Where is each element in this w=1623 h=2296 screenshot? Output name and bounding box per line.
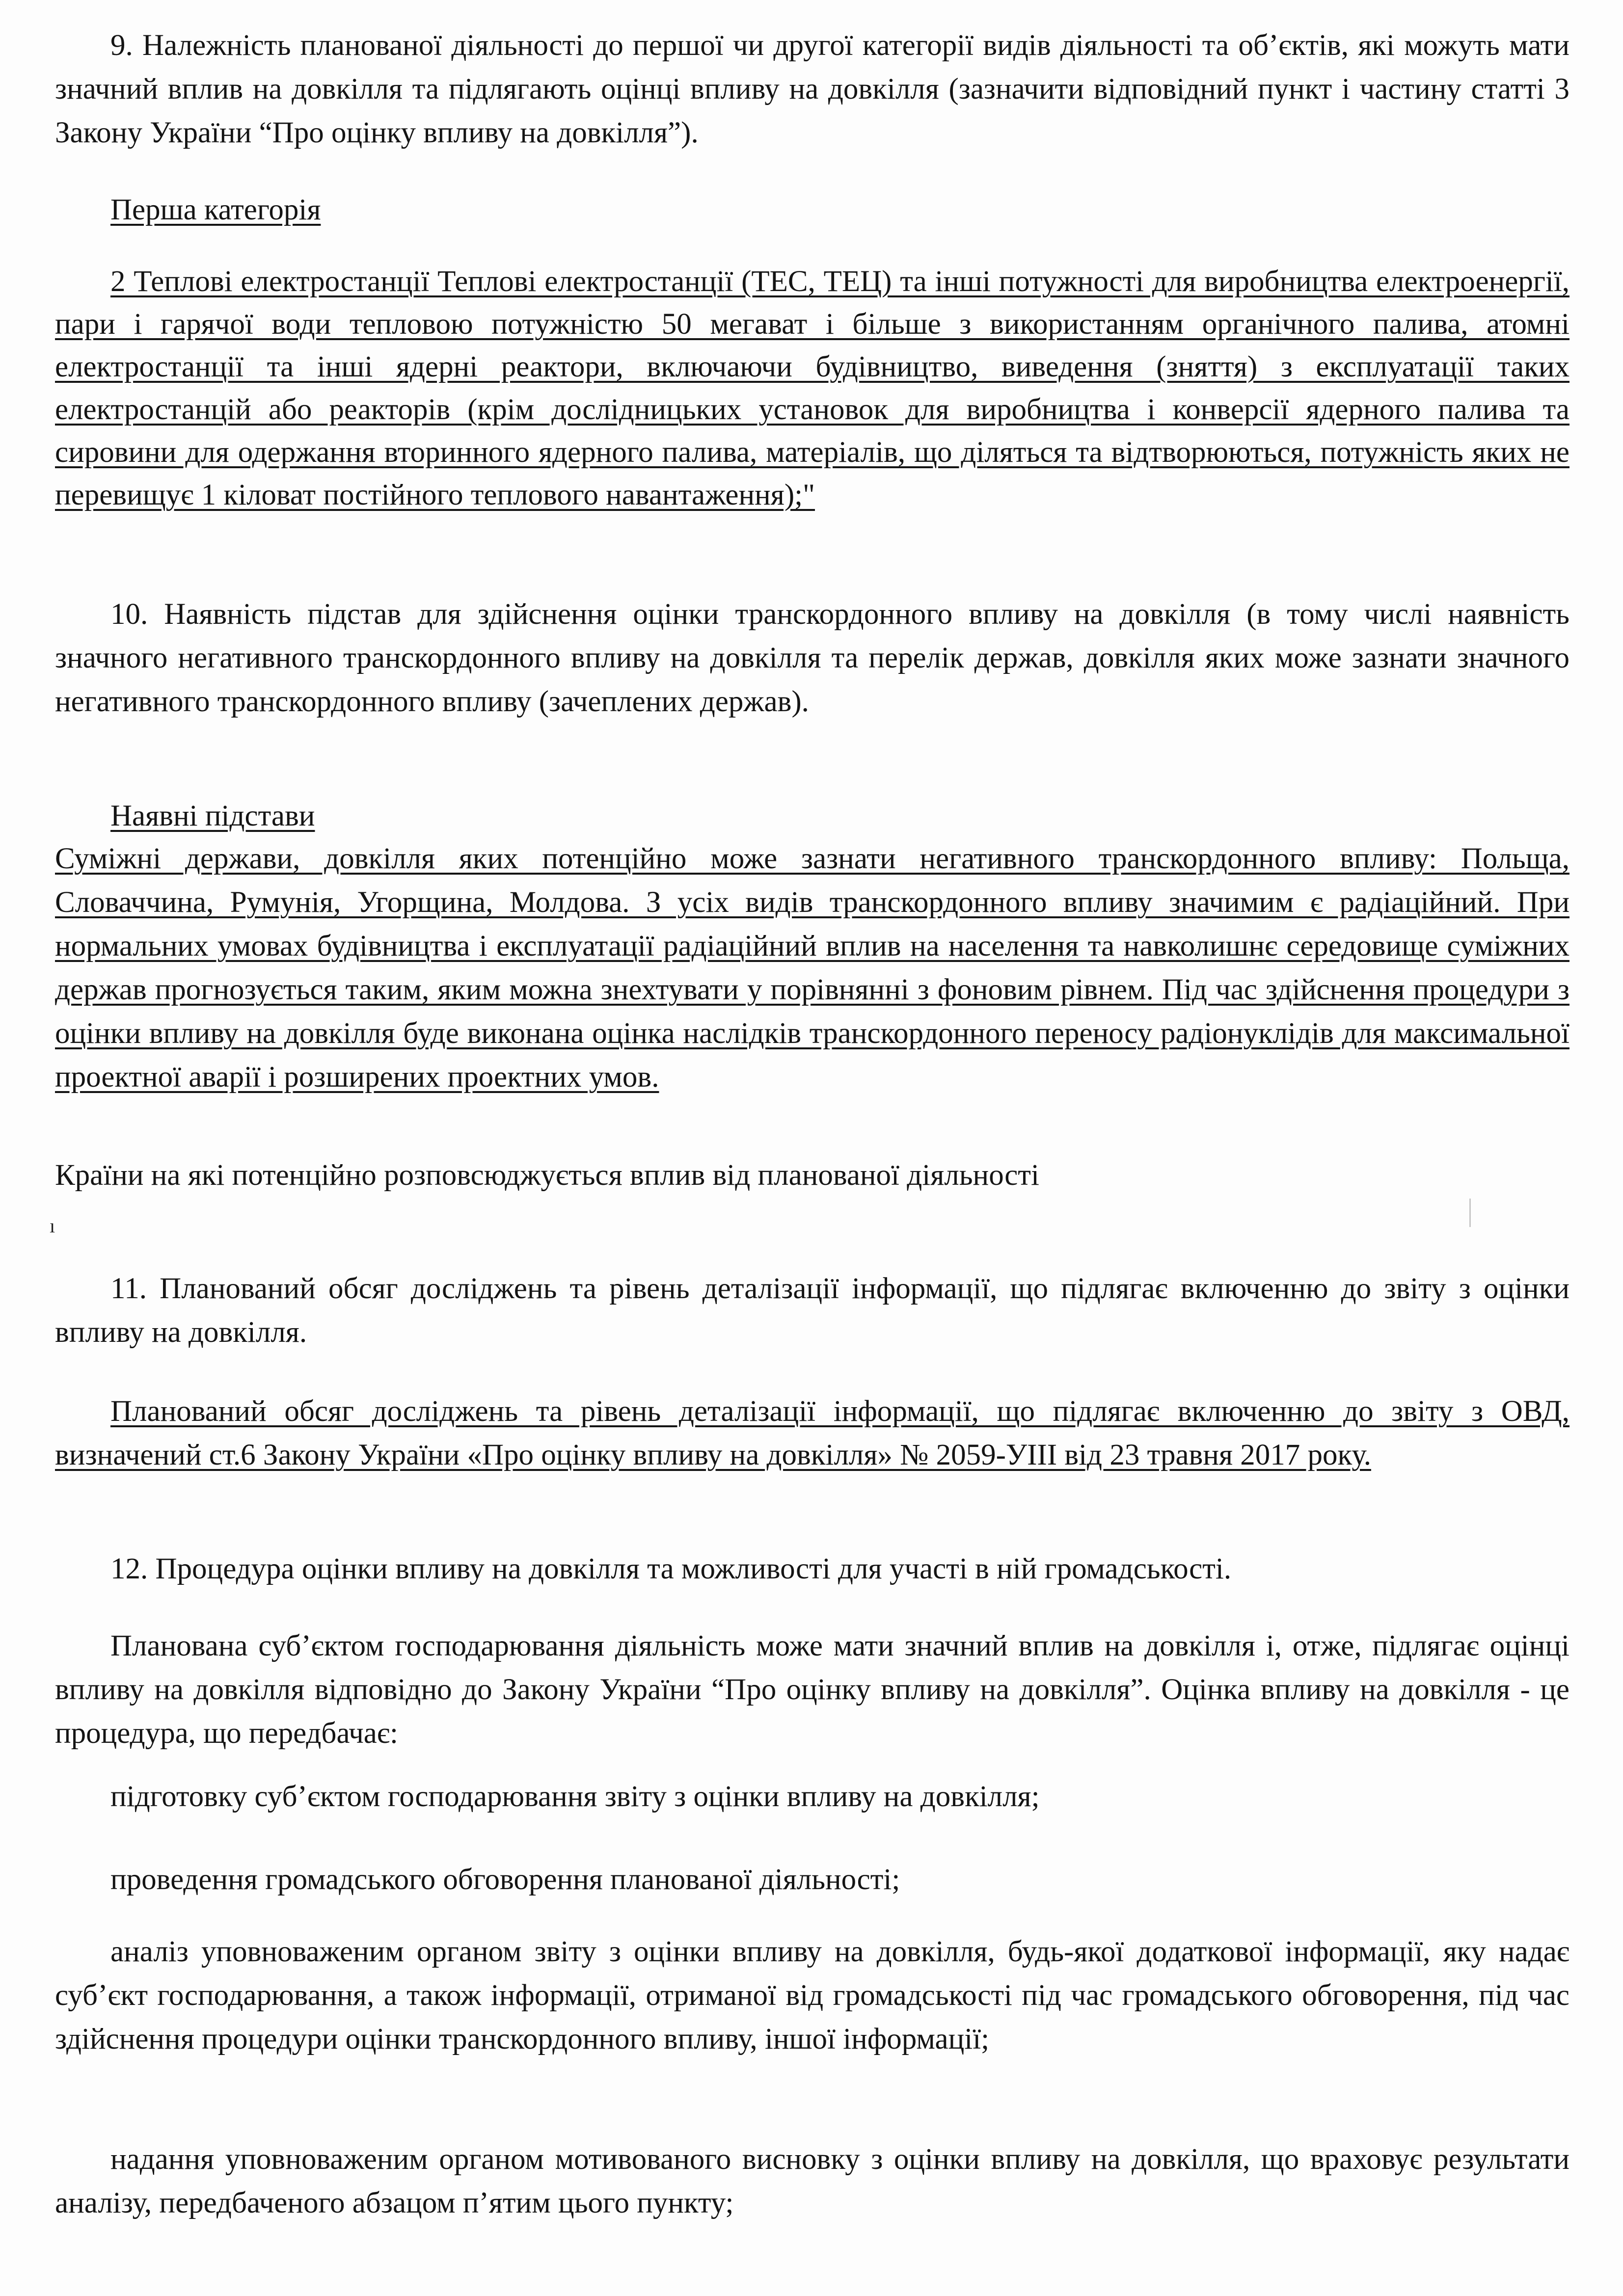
section-12-text: 12. Процедура оцінки впливу на довкілля та можливості для участі в ній громадськості.: [110, 1552, 1232, 1585]
section-12-intro: Планована суб’єктом господарювання діяльність може мати значний вплив на довкілля і, отже, підлягає оцінці впливу на довкілля відповідно до Закону України “Про оцінку впливу на довкілля”. Оцінка впливу на довкілля - це процедура, що передбачає:: [55, 1629, 1569, 1750]
section-10-text: 10. Наявність підстав для здійснення оцінки транскордонного впливу на довкілля (в тому числі наявність значного негативного транскордонного впливу на довкілля та перелік держав, довкілля яких може зазнати значного негативного транскордонного впливу (зачеплених держав).: [55, 598, 1569, 718]
section-12-item-1: підготовку суб’єктом господарювання звіту з оцінки впливу на довкілля;: [110, 1780, 1040, 1813]
scan-speck: [1469, 1199, 1471, 1227]
first-category-heading-text: Перша категорія: [110, 193, 321, 226]
section-9-text: 9. Належність планованої діяльності до першої чи другої категорії видів діяльності та об’єктів, які можуть мати значний вплив на довкілля та підлягають оцінці впливу на довкілля (зазначити відповідний пункт і частину статті 3 Закону України “Про оцінку впливу на довкілля”).: [55, 29, 1569, 149]
section-11-answer: Планований обсяг досліджень та рівень деталізації інформації, що підлягає включенню до звіту з ОВД, визначений ст.6 Закону України «Про оцінку впливу на довкілля» № 2059-УІІІ від 23 травня 2017 року.: [55, 1395, 1569, 1471]
section-12-item-3: аналіз уповноваженим органом звіту з оцінки впливу на довкілля, будь-якої додаткової інформації, яку надає суб’єкт господарювання, а також інформації, отриманої від громадськості під час громадського обговорення, під час здійснення процедури оцінки транскордонного впливу, іншої інформації;: [55, 1935, 1569, 2056]
section-12-item-2: проведення громадського обговорення планованої діяльності;: [110, 1863, 900, 1896]
stray-scan-mark: ı: [50, 1215, 55, 1237]
first-category-heading: [55, 188, 1569, 232]
section-12-item-4: надання уповноваженим органом мотивованого висновку з оцінки впливу на довкілля, що враховує результати аналізу, передбаченого абзацом п’ятим цього пункту;: [55, 2143, 1569, 2219]
existing-grounds-text: Суміжні держави, довкілля яких потенційно може зазнати негативного транскордонного впливу: Польща, Словаччина, Румунія, Угорщина, Молдова. З усіх видів транскордонного впливу значимим є радіаційний. При нормальних умовах будівництва і експлуатації радіаційний вплив на населення та навколишнє середовище суміжних держав прогнозується таким, яким можна знехтувати у порівнянні з фоновим рівнем. Під час здійснення процедури з оцінки впливу на довкілля буде виконана оцінка наслідків транскордонного переносу радіонуклідів для максимальної проектної аварії і розширених проектних умов.: [55, 842, 1569, 1094]
existing-grounds-heading: [55, 794, 1569, 838]
section-11-text: 11. Планований обсяг досліджень та рівень деталізації інформації, що підлягає включенню до звіту з оцінки впливу на довкілля.: [55, 1272, 1569, 1349]
first-category-text: 2 Теплові електростанції Теплові електростанції (ТЕС, ТЕЦ) та інші потужності для виробництва електроенергії, пари і гарячої води тепловою потужністю 50 мегават і більше з використанням органічного палива, атомні електростанції та інші ядерні реактори, включаючи будівництво, виведення (зняття) з експлуатації таких електростанцій або реакторів (крім дослідницьких установок для виробництва і конверсії ядерного палива та сировини для одержання вторинного ядерного палива, матеріалів, що діляться та відтворюються, потужність яких не перевищує 1 кіловат постійного теплового навантаження);": [55, 265, 1569, 511]
existing-grounds-heading-text: Наявні підстави: [110, 800, 315, 832]
countries-text: Країни на які потенційно розповсюджується вплив від планованої діяльності: [55, 1159, 1039, 1192]
